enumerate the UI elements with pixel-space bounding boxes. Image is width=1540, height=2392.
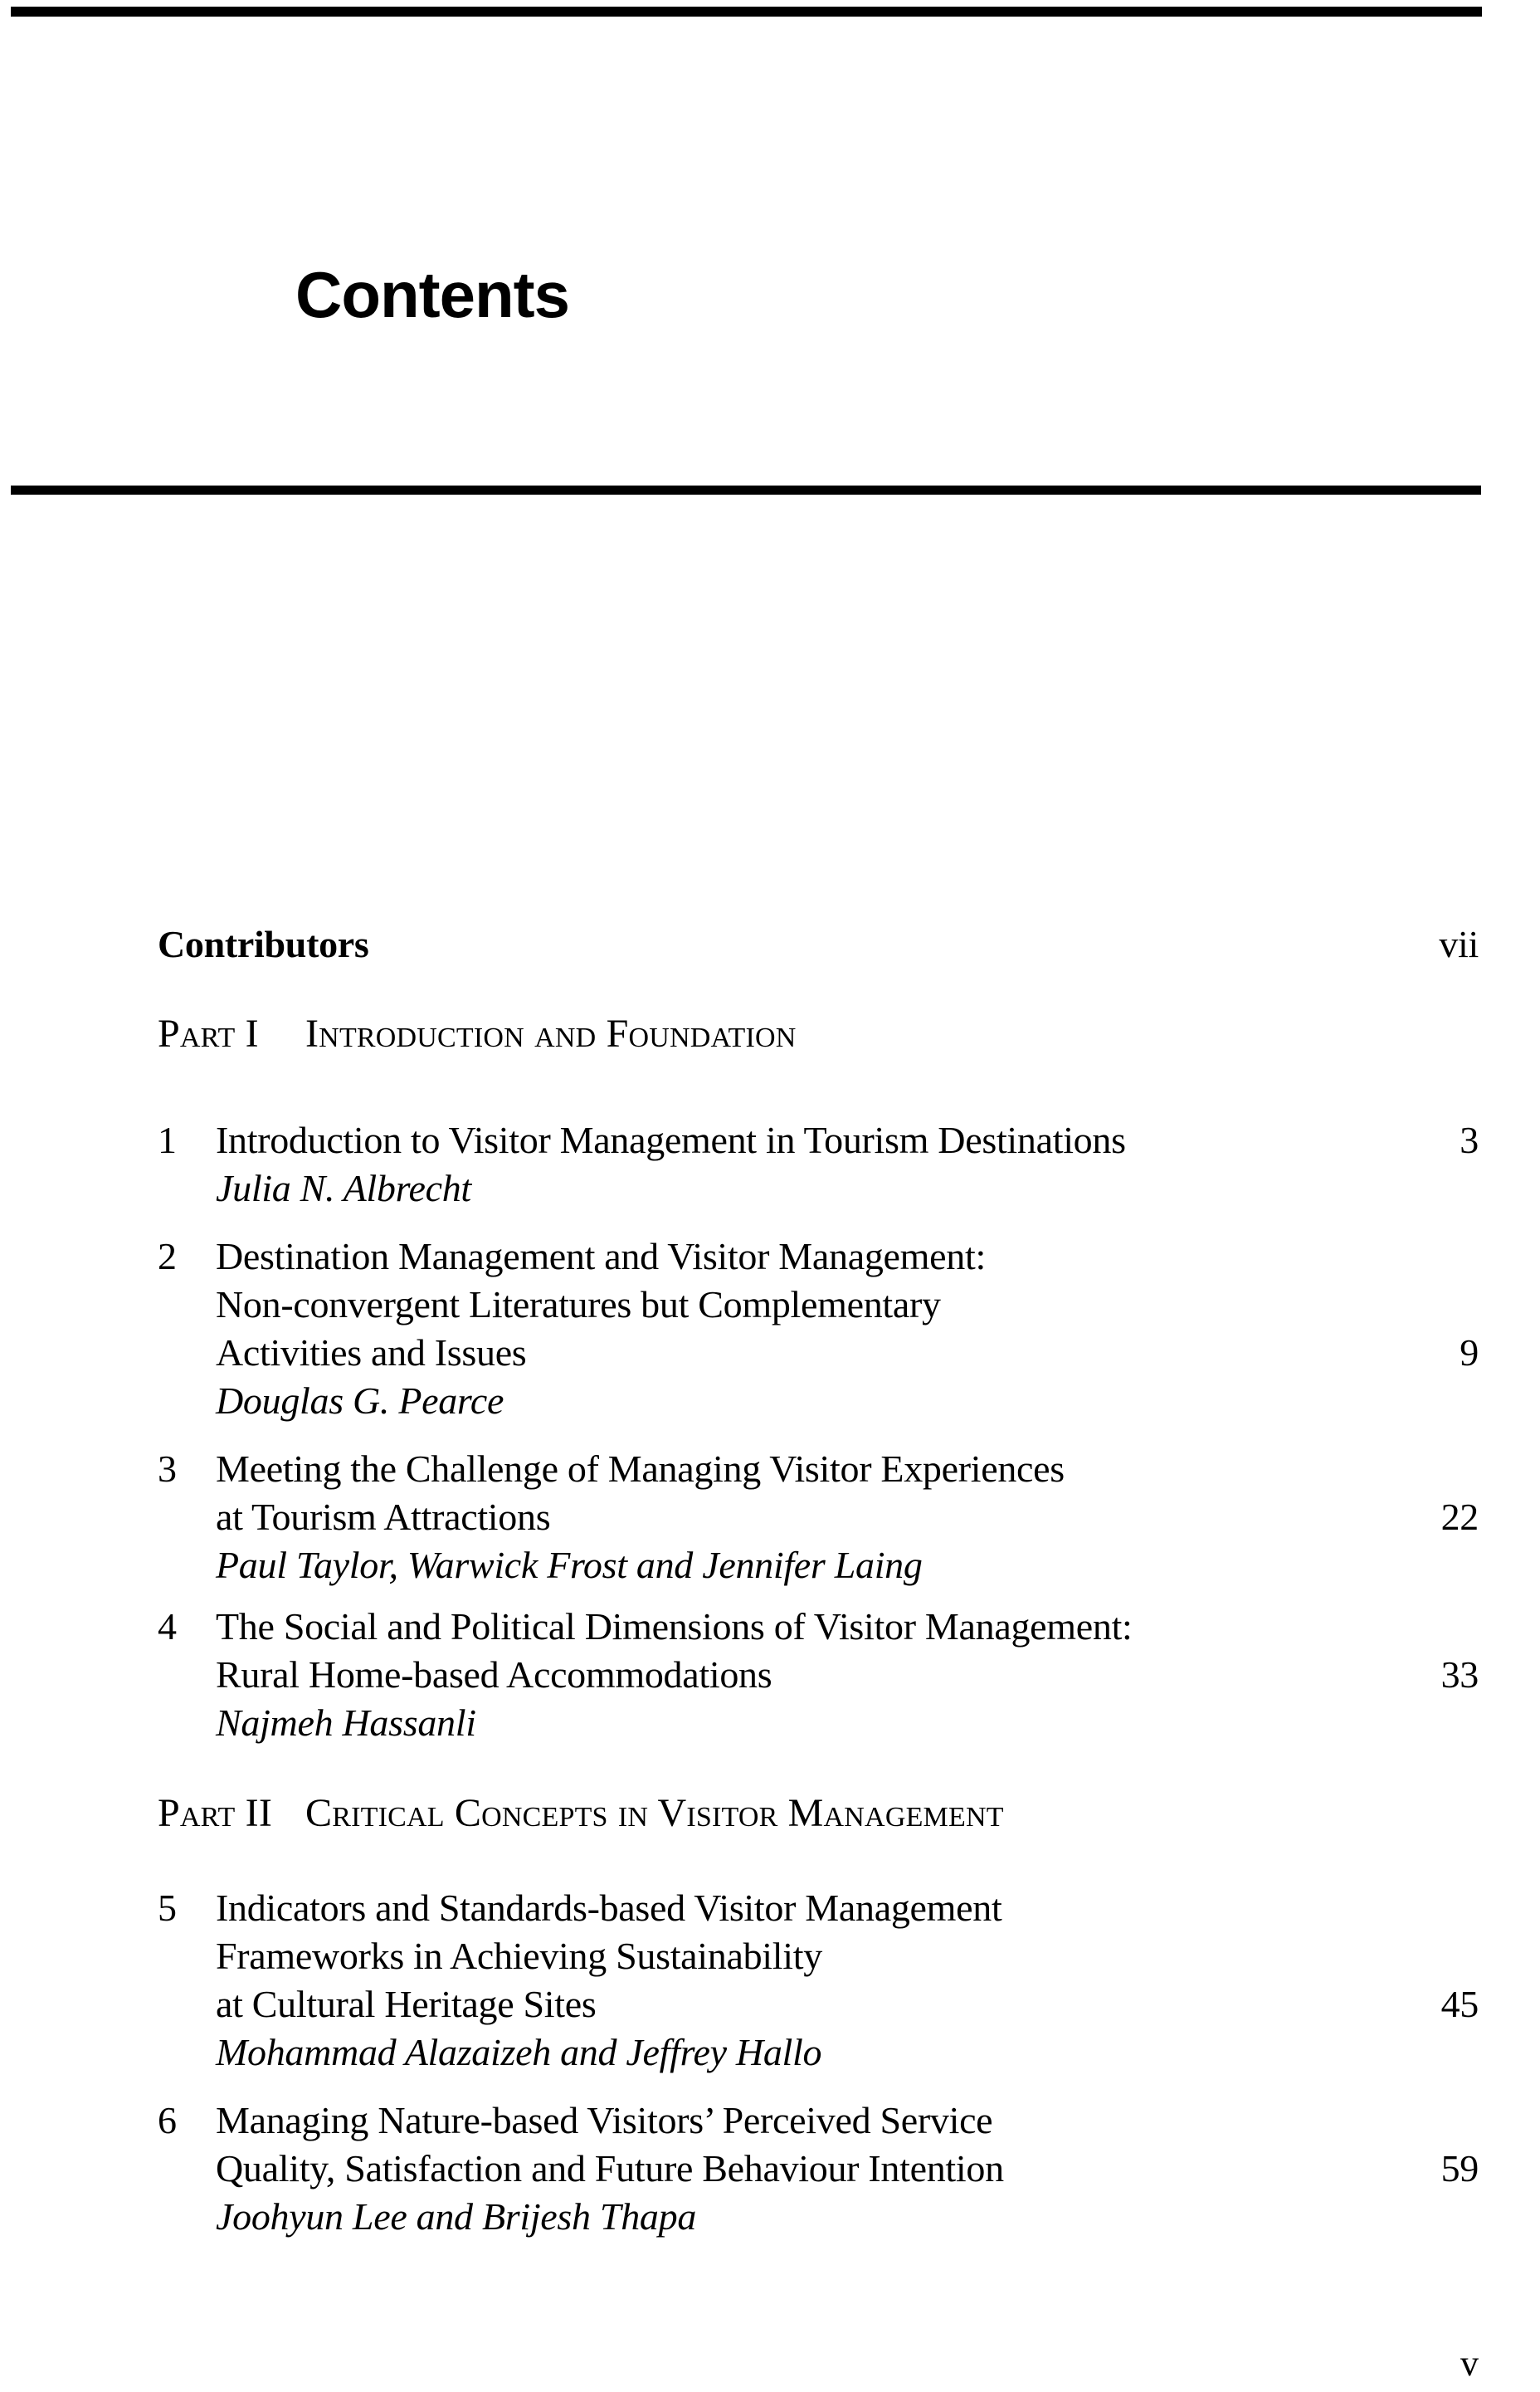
chapter-title-text: Non-convergent Literatures but Complementary	[216, 1283, 941, 1325]
chapter-title-text: Indicators and Standards-based Visitor Management	[216, 1887, 1002, 1929]
chapter-title-line	[216, 1281, 1479, 1329]
top-rule	[11, 7, 1482, 17]
chapter-lines	[216, 1603, 1479, 1747]
contributors-label: Contributors	[158, 923, 369, 965]
part-title: Critical Concepts in Visitor Management	[305, 1791, 1004, 1835]
toc-entry-chapter-1	[158, 1116, 1479, 1213]
chapter-title-text: Quality, Satisfaction and Future Behaviour Intention	[216, 2147, 1004, 2189]
chapter-title-line	[216, 1603, 1479, 1651]
contributors-row	[158, 920, 1479, 969]
chapter-authors: Joohyun Lee and Brijesh Thapa	[216, 2195, 697, 2238]
chapter-title-text: at Cultural Heritage Sites	[216, 1983, 597, 2025]
toc-entry-chapter-6	[158, 2097, 1479, 2241]
chapter-number: 5	[158, 1887, 177, 1929]
chapter-lines	[216, 2097, 1479, 2241]
chapter-title-text: Activities and Issues	[216, 1331, 527, 1374]
chapter-number: 6	[158, 2099, 177, 2141]
chapter-title-text: Introduction to Visitor Management in Tourism Destinations	[216, 1119, 1126, 1161]
chapter-title-line	[216, 2145, 1479, 2193]
page-number: 33	[1440, 1653, 1479, 1696]
chapter-title-line	[216, 1493, 1479, 1541]
toc-entry-chapter-2	[158, 1233, 1479, 1425]
page-number: 45	[1440, 1983, 1479, 2025]
part-label: Part II	[158, 1791, 273, 1835]
chapter-number: 1	[158, 1119, 177, 1161]
page-number: 3	[1460, 1119, 1479, 1161]
chapter-title-line	[216, 1445, 1479, 1493]
toc-entry-chapter-4	[158, 1603, 1479, 1747]
chapter-lines	[216, 1445, 1479, 1589]
chapter-authors: Douglas G. Pearce	[216, 1379, 504, 1422]
toc-entry-chapter-3	[158, 1445, 1479, 1589]
chapter-title-line	[216, 1329, 1479, 1377]
page-number: 59	[1440, 2147, 1479, 2189]
chapter-title-text: Rural Home-based Accommodations	[216, 1653, 772, 1696]
part-heading-1	[158, 1010, 1479, 1058]
part-label: Part I	[158, 1012, 259, 1056]
chapter-lines	[216, 1233, 1479, 1425]
divider-rule	[11, 486, 1481, 495]
chapter-title-line	[216, 1980, 1479, 2028]
part-heading-2	[158, 1789, 1479, 1838]
chapter-lines	[216, 1116, 1479, 1213]
toc-entry-chapter-5	[158, 1884, 1479, 2077]
page-folio: v	[1460, 2343, 1479, 2384]
chapter-authors: Julia N. Albrecht	[216, 1167, 471, 1209]
chapter-number: 3	[158, 1447, 177, 1490]
chapter-title-text: Frameworks in Achieving Sustainability	[216, 1935, 822, 1977]
chapter-title-line	[216, 1651, 1479, 1699]
chapter-title-line	[216, 1932, 1479, 1980]
chapter-number: 4	[158, 1605, 177, 1648]
chapter-title-text: Meeting the Challenge of Managing Visitor Experiences	[216, 1447, 1065, 1490]
chapter-number: 2	[158, 1235, 177, 1277]
page-number: 22	[1440, 1496, 1479, 1538]
chapter-title-text: Destination Management and Visitor Management:	[216, 1235, 986, 1277]
chapter-authors: Mohammad Alazaizeh and Jeffrey Hallo	[216, 2031, 822, 2073]
chapter-title-text: at Tourism Attractions	[216, 1496, 551, 1538]
chapter-title-line	[216, 1116, 1479, 1164]
chapter-title-line	[216, 1884, 1479, 1932]
chapter-title-line	[216, 1233, 1479, 1281]
contributors-page-number: vii	[1439, 923, 1479, 965]
contents-heading: Contents	[295, 258, 569, 332]
page-number: 9	[1460, 1331, 1479, 1374]
part-title: Introduction and Foundation	[305, 1012, 797, 1056]
chapter-title-text: The Social and Political Dimensions of Visitor Management:	[216, 1605, 1133, 1648]
chapter-lines	[216, 1884, 1479, 2077]
chapter-title-line	[216, 2097, 1479, 2145]
chapter-authors: Paul Taylor, Warwick Frost and Jennifer Laing	[216, 1544, 923, 1586]
chapter-authors: Najmeh Hassanli	[216, 1701, 476, 1744]
chapter-title-text: Managing Nature-based Visitors’ Perceived Service	[216, 2099, 993, 2141]
